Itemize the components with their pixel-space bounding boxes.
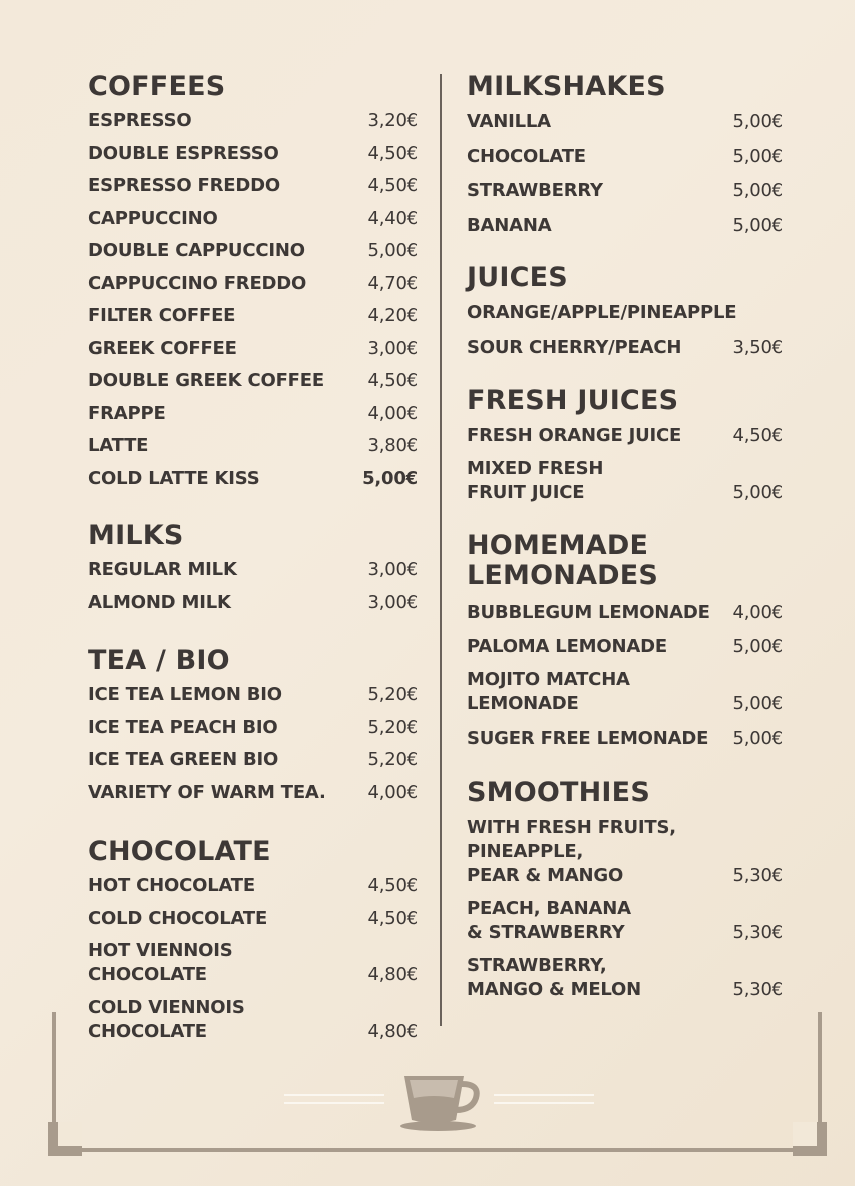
item-name: DOUBLE CAPPUCCINO	[88, 240, 305, 262]
menu-item	[88, 138, 418, 171]
fresh-juices-title: FRESH JUICES	[467, 385, 679, 416]
item-name: COLD VIENNOIS CHOCOLATE	[88, 997, 245, 1042]
item-price: 5,00€	[732, 214, 783, 236]
right-column	[467, 70, 783, 1008]
item-name: BUBBLEGUM LEMONADE	[467, 601, 710, 623]
menu-item	[467, 722, 783, 757]
item-price: 4,50€	[367, 370, 418, 392]
chocolate-section	[88, 837, 418, 1049]
menu-item	[88, 587, 418, 620]
menu-item	[88, 105, 418, 138]
item-price: 4,00€	[367, 402, 418, 424]
item-price: 5,30€	[732, 865, 783, 886]
item-name: ORANGE/APPLE/PINEAPPLE	[467, 302, 737, 324]
tea-title: TEA / BIO	[88, 645, 230, 676]
menu-item	[88, 365, 418, 398]
item-name: COLD LATTE KISS	[88, 467, 260, 489]
item-price: 4,50€	[367, 142, 418, 164]
item-price: 5,00€	[367, 240, 418, 262]
coffees-list	[88, 105, 418, 495]
item-price: 5,00€	[732, 180, 783, 202]
item-price: 3,00€	[367, 337, 418, 359]
tea-section	[88, 646, 418, 809]
item-name: REGULAR MILK	[88, 559, 237, 581]
item-price: 4,40€	[367, 207, 418, 229]
milkshakes-section	[467, 72, 783, 243]
menu-item	[467, 174, 783, 209]
menu-item	[88, 300, 418, 333]
item-name: STRAWBERRY	[467, 180, 603, 202]
item-price: 3,00€	[367, 559, 418, 581]
item-name: SOUR CHERRY/PEACH	[467, 336, 682, 358]
item-name: ICE TEA GREEN BIO	[88, 749, 279, 771]
menu-item	[467, 630, 783, 665]
milks-section	[88, 521, 418, 619]
menu-item	[467, 209, 783, 244]
item-name: MOJITO MATCHA LEMONADE	[467, 668, 630, 714]
item-name: ICE TEA LEMON BIO	[88, 684, 282, 706]
coffees-title: COFFEES	[88, 71, 226, 102]
item-name: FRAPPE	[88, 402, 166, 424]
coffees-section	[88, 72, 418, 495]
item-price: 4,20€	[367, 305, 418, 327]
item-price: 5,20€	[367, 749, 418, 771]
menu-item	[467, 813, 783, 894]
item-name: PALOMA LEMONADE	[467, 636, 667, 658]
item-price: 5,00€	[732, 145, 783, 167]
smoothies-title: SMOOTHIES	[467, 777, 650, 808]
menu-item	[88, 777, 418, 810]
item-name: PEACH, BANANA & STRAWBERRY	[467, 898, 631, 943]
milkshakes-title: MILKSHAKES	[467, 71, 666, 102]
item-price: 4,00€	[367, 781, 418, 803]
item-name: LATTE	[88, 435, 149, 457]
left-column	[88, 70, 418, 1049]
item-price: 5,00€	[362, 467, 418, 489]
item-name: MIXED FRESH FRUIT JUICE	[467, 457, 604, 503]
item-name: ALMOND MILK	[88, 591, 231, 613]
item-name: BANANA	[467, 214, 552, 236]
item-name: VARIETY OF WARM TEA.	[88, 781, 326, 803]
item-name: HOT VIENNOIS CHOCOLATE	[88, 940, 233, 985]
menu-item	[88, 679, 418, 712]
item-price: 4,00€	[732, 601, 783, 623]
item-price: 5,00€	[732, 727, 783, 749]
menu-item	[467, 894, 783, 951]
coffee-cup-icon	[398, 1070, 480, 1136]
item-name: COLD CHOCOLATE	[88, 907, 268, 929]
item-price: 4,50€	[367, 907, 418, 929]
column-divider	[440, 74, 442, 1026]
item-price: 3,80€	[367, 435, 418, 457]
juices-section	[467, 263, 783, 365]
item-name: ESPRESSO	[88, 110, 192, 132]
milks-title: MILKS	[88, 520, 184, 551]
juices-title: JUICES	[467, 262, 568, 293]
fresh-juices-section	[467, 386, 783, 511]
item-name: SUGER FREE LEMONADE	[467, 727, 709, 749]
decor-rule-right	[494, 1102, 594, 1104]
item-price: 3,50€	[732, 336, 783, 358]
item-name: ICE TEA PEACH BIO	[88, 716, 278, 738]
menu-item	[88, 903, 418, 936]
menu-item	[88, 744, 418, 777]
menu-item	[467, 331, 783, 366]
item-price: 5,30€	[732, 979, 783, 1000]
menu-item	[88, 333, 418, 366]
item-price: 5,20€	[367, 716, 418, 738]
menu-item	[88, 463, 418, 496]
item-name: STRAWBERRY, MANGO & MELON	[467, 955, 642, 1000]
menu-item	[467, 596, 783, 631]
item-price: 4,70€	[367, 272, 418, 294]
menu-item	[467, 296, 783, 331]
menu-item	[88, 268, 418, 301]
menu-item	[88, 712, 418, 745]
frame-bottom-line	[52, 1148, 822, 1152]
lemonades-section	[467, 531, 783, 757]
menu-item	[467, 140, 783, 175]
menu-item	[467, 105, 783, 140]
item-price: 5,00€	[732, 636, 783, 658]
item-name: HOT CHOCOLATE	[88, 875, 255, 897]
item-name: FILTER COFFEE	[88, 305, 236, 327]
decor-rule-left	[284, 1102, 384, 1104]
item-name: CAPPUCCINO FREDDO	[88, 272, 307, 294]
item-name: WITH FRESH FRUITS, PINEAPPLE, PEAR & MANGO	[467, 817, 676, 886]
menu-item	[467, 951, 783, 1008]
frame-corner-bottom-right	[793, 1122, 827, 1156]
menu-item	[88, 398, 418, 431]
item-price: 4,50€	[367, 175, 418, 197]
menu-item	[467, 665, 783, 722]
item-price: 5,30€	[732, 922, 783, 943]
item-name: CHOCOLATE	[467, 145, 586, 167]
menu-item	[88, 992, 418, 1049]
item-name: DOUBLE GREEK COFFEE	[88, 370, 324, 392]
menu-item	[467, 419, 783, 454]
menu-item	[88, 554, 418, 587]
lemonades-title: HOMEMADE LEMONADES	[467, 529, 659, 591]
item-price: 3,00€	[367, 591, 418, 613]
item-price: 4,50€	[367, 875, 418, 897]
item-name: FRESH ORANGE JUICE	[467, 425, 682, 447]
menu-item	[88, 203, 418, 236]
item-name: DOUBLE ESPRESSO	[88, 142, 279, 164]
item-price: 5,00€	[732, 692, 783, 714]
menu-item	[88, 430, 418, 463]
item-price: 5,20€	[367, 684, 418, 706]
smoothies-section	[467, 778, 783, 1008]
item-price: 5,00€	[732, 481, 783, 503]
item-price: 4,80€	[367, 964, 418, 985]
item-price: 3,20€	[367, 110, 418, 132]
item-name: VANILLA	[467, 111, 551, 133]
decor-rule-right	[494, 1094, 594, 1096]
menu-item	[88, 170, 418, 203]
decor-rule-left	[284, 1094, 384, 1096]
item-name: GREEK COFFEE	[88, 337, 237, 359]
frame-corner-bottom-left	[48, 1122, 82, 1156]
item-name: ESPRESSO FREDDO	[88, 175, 280, 197]
menu-item	[467, 454, 783, 511]
menu-item	[88, 935, 418, 992]
menu-item	[88, 235, 418, 268]
item-price: 4,50€	[732, 425, 783, 447]
item-price: 4,80€	[367, 1021, 418, 1042]
item-name: CAPPUCCINO	[88, 207, 218, 229]
chocolate-title: CHOCOLATE	[88, 836, 271, 867]
item-price: 5,00€	[732, 111, 783, 133]
menu-item	[88, 870, 418, 903]
